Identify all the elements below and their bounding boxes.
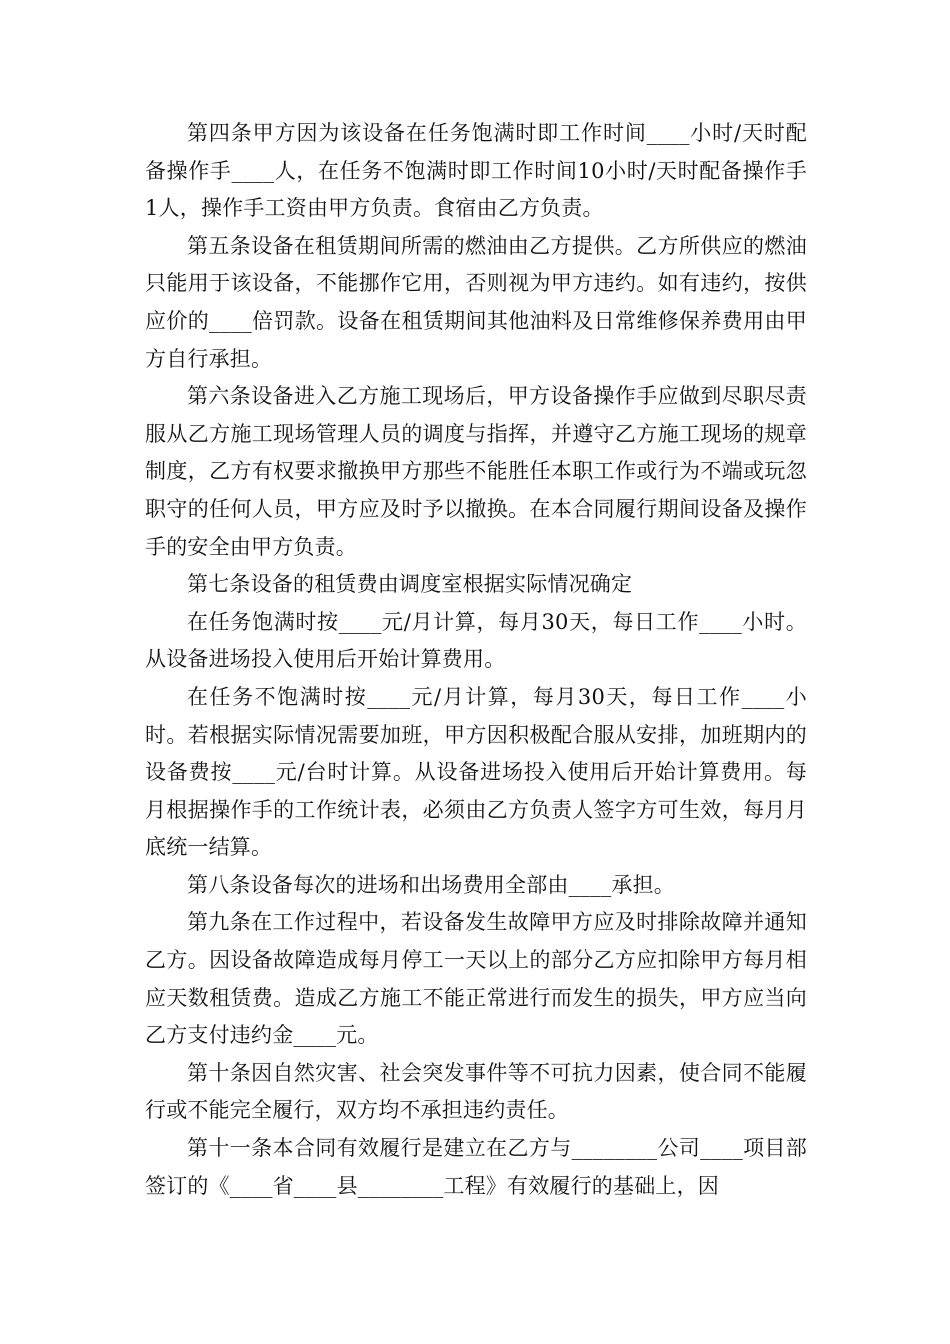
clause-4: 第四条甲方因为该设备在任务饱满时即工作时间____小时/天时配备操作手____人，在任务不饱满时即工作时间10小时/天时配备操作手1人，操作手工资由甲方负责。食宿由乙方负责。 (145, 121, 807, 221)
clause-9: 第九条在工作过程中，若设备发生故障甲方应及时排除故障并通知乙方。因设备故障造成每月停工一天以上的部分乙方应扣除甲方每月相应天数租赁费。造成乙方施工不能正常进行而发生的损失，甲方应当向乙方支付违约金____元。 (145, 910, 807, 1048)
clause-5: 第五条设备在租赁期间所需的燃油由乙方提供。乙方所供应的燃油只能用于该设备，不能挪作它用，否则视为甲方违约。如有违约，按供应价的____倍罚款。设备在租赁期间其他油料及日常维修保养费用由甲方自行承担。 (145, 233, 807, 371)
contract-body (145, 115, 807, 1205)
clause-8: 第八条设备每次的进场和出场费用全部由____承担。 (187, 872, 675, 897)
clause-10: 第十条因自然灾害、社会突发事件等不可抗力因素，使合同不能履行或不能完全履行，双方均不承担违约责任。 (145, 1060, 807, 1123)
clause-11: 第十一条本合同有效履行是建立在乙方与________公司____项目部签订的《____省____县________工程》有效履行的基础上，因 (145, 1136, 807, 1198)
clause-7-partial-load: 在任务不饱满时按____元/月计算，每月30天，每日工作____小时。若根据实际情况需要加班，甲方因积极配合服从安排，加班期内的设备费按____元/台时计算。从设备进场投入使用后开始计算费用。每月根据操作手的工作统计表，必须由乙方负责人签字方可生效，每月月底统一结算。 (145, 684, 807, 860)
clause-7-full-load: 在任务饱满时按____元/月计算，每月30天，每日工作____小时。从设备进场投入使用后开始计算费用。 (145, 609, 807, 672)
clause-6: 第六条设备进入乙方施工现场后，甲方设备操作手应做到尽职尽责服从乙方施工现场管理人员的调度与指挥，并遵守乙方施工现场的规章制度，乙方有权要求撤换甲方那些不能胜任本职工作或行为不端或玩忽职守的任何人员，甲方应及时予以撤换。在本合同履行期间设备及操作手的安全由甲方负责。 (145, 384, 807, 559)
clause-7: 第七条设备的租赁费由调度室根据实际情况确定 (187, 572, 633, 597)
